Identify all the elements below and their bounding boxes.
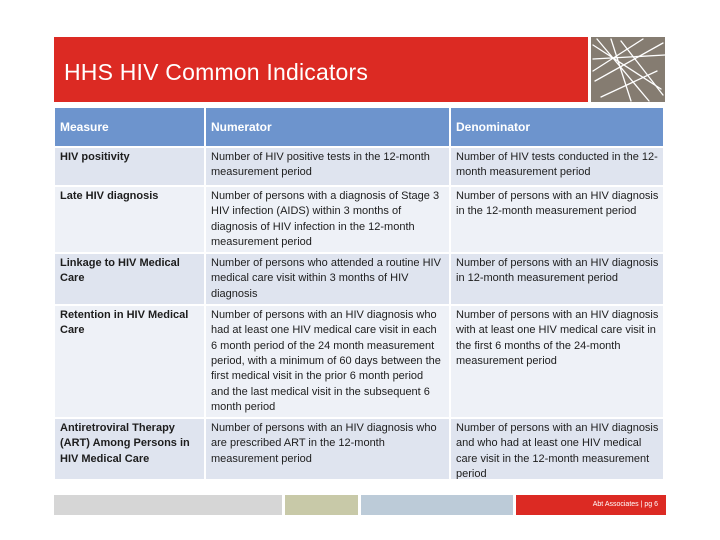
denominator-cell: Number of persons with an HIV diagnosis and who had at least one HIV medical care visit in the 12-month measurement period [451, 419, 663, 479]
header-denominator: Denominator [451, 108, 663, 146]
abt-logo [591, 37, 665, 102]
numerator-cell: Number of persons with a diagnosis of Stage 3 HIV infection (AIDS) within 3 months of diagnosis of HIV infection in the 12-month measurement period [206, 187, 449, 252]
title-bar [54, 37, 588, 102]
numerator-cell: Number of persons with an HIV diagnosis who had at least one HIV medical care visit in each 6 month period of the 24 month measurement period, with a minimum of 60 days between the first medical visit in the prior 6 month period and the last medical visit in the subsequent 6 month period [206, 306, 449, 417]
footer-bar-blue [361, 495, 513, 515]
footer-bar-gray [54, 495, 282, 515]
measure-cell: Antiretroviral Therapy (ART) Among Persons in HIV Medical Care [55, 419, 204, 479]
table-header-row [55, 108, 663, 146]
numerator-cell: Number of persons who attended a routine HIV medical care visit within 3 months of HIV diagnosis [206, 254, 449, 304]
header-measure: Measure [55, 108, 204, 146]
indicators-table [55, 108, 663, 479]
footer-page-label: Abt Associates | pg 6 [516, 495, 666, 515]
denominator-cell: Number of persons with an HIV diagnosis in the 12-month measurement period [451, 187, 663, 252]
header-numerator: Numerator [206, 108, 449, 146]
measure-cell: Retention in HIV Medical Care [55, 306, 204, 417]
table-row [55, 419, 663, 479]
measure-cell: Late HIV diagnosis [55, 187, 204, 252]
numerator-cell: Number of HIV positive tests in the 12-month measurement period [206, 148, 449, 185]
denominator-cell: Number of persons with an HIV diagnosis with at least one HIV medical care visit in the first 6 months of the 24-month measurement period [451, 306, 663, 417]
table-row [55, 187, 663, 252]
denominator-cell: Number of HIV tests conducted in the 12-month measurement period [451, 148, 663, 185]
slide-title: HHS HIV Common Indicators [64, 59, 369, 85]
table-row [55, 148, 663, 185]
table-row [55, 306, 663, 417]
indicators-table-container [55, 108, 663, 479]
measure-cell: HIV positivity [55, 148, 204, 185]
footer-bar-olive [285, 495, 358, 515]
denominator-cell: Number of persons with an HIV diagnosis in 12-month measurement period [451, 254, 663, 304]
table-row [55, 254, 663, 304]
logo-lines-icon [591, 37, 665, 102]
measure-cell: Linkage to HIV Medical Care [55, 254, 204, 304]
numerator-cell: Number of persons with an HIV diagnosis who are prescribed ART in the 12-month measurement period [206, 419, 449, 479]
